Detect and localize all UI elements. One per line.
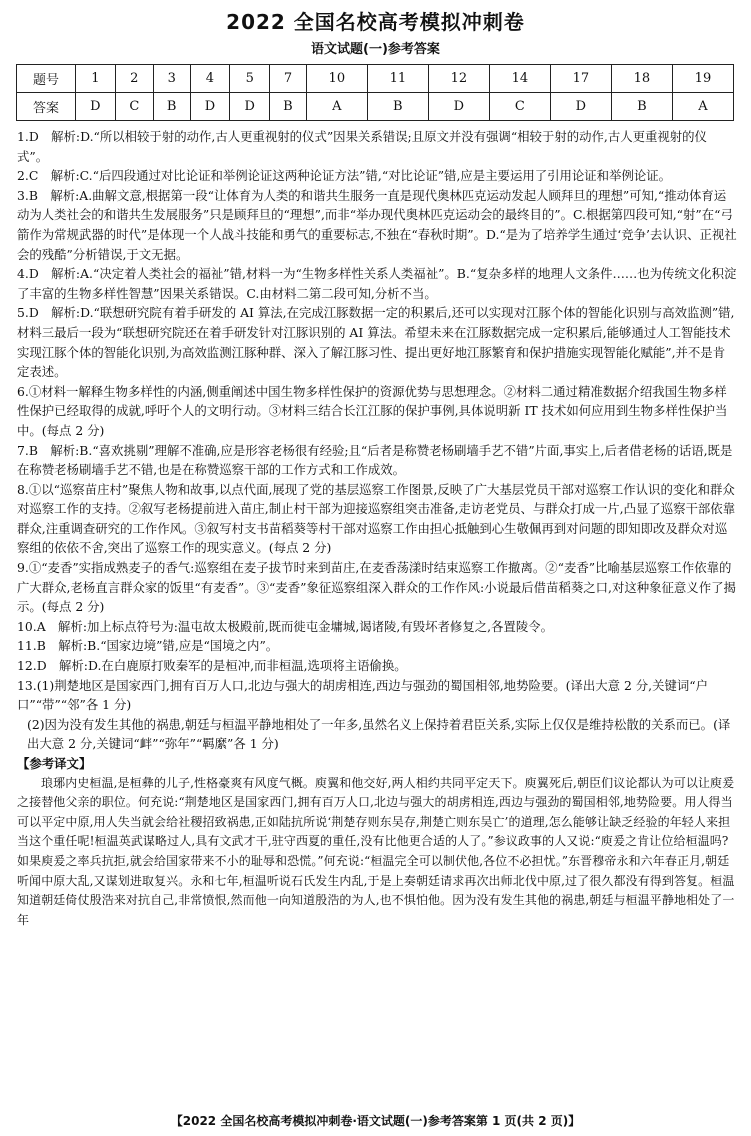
page-footer: 【2022 全国名校高考模拟冲刺卷·语文试题(一)参考答案第 1 页(共 2 页)】 bbox=[170, 1114, 581, 1128]
explanation-item: 10.A 解析:加上标点符号为:温屯故太极殿前,既而徙屯金墉城,谒诸陵,有毁坏者修复之,各置陵令。 bbox=[17, 618, 553, 634]
question-number: 14 bbox=[489, 65, 550, 93]
explanation-item: (2)因为没有发生其他的祸患,朝廷与桓温平静地相处了一年多,虽然名义上保持着君臣关系,实际上仅仅是维持松散的关系而已。(译出大意 2 分,关键词“衅”“弥年”“羁縻”各 1 分) bbox=[27, 716, 731, 752]
row-label: 答案 bbox=[17, 93, 76, 121]
question-number: 4 bbox=[190, 65, 230, 93]
answer-cell: D bbox=[230, 93, 270, 121]
question-number: 19 bbox=[672, 65, 733, 93]
answer-table bbox=[16, 64, 734, 121]
answer-cell: C bbox=[115, 93, 153, 121]
answer-cell: A bbox=[306, 93, 367, 121]
answer-cell: B bbox=[270, 93, 307, 121]
explanation-item: 5.D 解析:D.“联想研究院有着手研发的 AI 算法,在完成江豚数据一定的积累后,还可以实现对江豚个体的智能化识别与高效监测”错,材料三最后一段为“联想研究院还在着手研发针对江豚识别的 AI 算法。希望未来在江豚数据完成一定积累后,能够通过人工智能技术实现江豚个体的智能化识别,为高效监测江豚种群、深入了解江豚习性、提出更好地江豚繁育和保护措施实现智能化赋能”,并不是肯定表述。 bbox=[17, 305, 735, 380]
answer-cell: B bbox=[611, 93, 672, 121]
explanation-item: 11.B 解析:B.“国家边境”错,应是“国境之内”。 bbox=[17, 638, 279, 654]
question-number: 11 bbox=[367, 65, 428, 93]
answer-cell: D bbox=[190, 93, 230, 121]
explanation-item: 1.D 解析:D.“所以相较于射的动作,古人更重视射的仪式”因果关系错误;且原文并没有强调“相较于射的动作,古人更重视射的仪式”。 bbox=[17, 129, 707, 164]
question-number: 7 bbox=[270, 65, 307, 93]
question-number: 10 bbox=[306, 65, 367, 93]
explanation-item: 9.①“麦香”实指成熟麦子的香气:巡察组在麦子拔节时来到苗庄,在麦香荡漾时结束巡察工作撤离。②“麦香”比喻基层巡察工作依靠的广大群众,老杨直言群众家的饭里“有麦香”。③“麦香”象征巡察组深入群众的工作作风:小说最后借苗稻葵之口,对这种象征意义作了揭示。(每点 2 分) bbox=[17, 560, 736, 615]
question-number: 2 bbox=[115, 65, 153, 93]
translation-heading: 【参考译文】 bbox=[17, 756, 92, 771]
answer-cell: A bbox=[672, 93, 733, 121]
explanation-item: 3.B 解析:A.曲解文意,根据第一段“让体育为人类的和谐共生服务一直是现代奥林匹克运动发起人顾拜旦的理想”可知,“推动体育运动为人类社会的和谐共生发展服务”只是顾拜旦的“理想”,而非“举办现代奥林匹克运动会的最终目的”。C.根据第四段可知,“射”在“弓箭作为常规武器的时代”是体现一个人战斗技能和勇气的重要标志,不独在“春秋时期”。D.“是为了培养学生通过‘竞争’去认识、正视社会的残酷”分析错误,于文无据。 bbox=[17, 187, 737, 262]
question-number: 17 bbox=[550, 65, 611, 93]
answer-row bbox=[17, 93, 734, 121]
answer-cell: B bbox=[367, 93, 428, 121]
question-number: 3 bbox=[153, 65, 190, 93]
reference-translation: 琅琊内史桓温,是桓彝的儿子,性格豪爽有风度气概。庾翼和他交好,两人相约共同平定天下。庾翼死后,朝臣们议论都认为可以让庾爰之接替他父亲的职位。何充说:“荆楚地区是国家西门,拥有百万人口,北边与强大的胡虏相连,西边与强劲的蜀国相邻,地势险要。用人得当可以平定中原,用人失当就会给社稷招致祸患,正如陆抗所说‘荆楚存则东吴存,荆楚亡则东吴亡’的道理,怎么能够让缺乏经验的年轻人来担当这个重任呢!桓温英武谋略过人,具有文武才干,驻守西夏的重任,没有比他更合适的人了。”参议政事的人又说:“庾爰之肯让位给桓温吗?如果庾爰之率兵抗拒,就会给国家带来不小的耻辱和恐慌。”何充说:“桓温完全可以制伏他,各位不必担忧。”东晋穆帝永和六年春正月,朝廷听闻中原大乱,又谋划进取复兴。永和七年,桓温听说石氏发生内乱,于是上奏朝廷请求再次出师北伐中原,过了很久都没有得到答复。桓温知道朝廷倚仗殷浩来对抗自己,非常愤恨,然而他一向知道殷浩的为人,也不惧怕他。因为没有发生其他的祸患,朝廷与桓温平静地相处了一年 bbox=[17, 775, 735, 927]
explanation-item: 4.D 解析:A.“决定着人类社会的福祉”错,材料一为“生物多样性关系人类福祉”。B.“复杂多样的地理人文条件……也为传统文化积淀了丰富的生物多样性智慧”因果关系错误。C.由材料二第二段可知,分析不当。 bbox=[17, 266, 737, 301]
explanation-item: 7.B 解析:B.“喜欢挑剔”理解不准确,应是形容老杨很有经验;且“后者是称赞老杨刷墙手艺不错”片面,事实上,后者借老杨的话语,既是在称赞老杨刷墙手艺不错,也是在称赞巡察干部的工作方式和工作成效。 bbox=[17, 442, 733, 478]
question-number: 12 bbox=[428, 65, 489, 93]
question-number-row bbox=[17, 65, 734, 93]
answer-cell: B bbox=[153, 93, 190, 121]
row-label: 题号 bbox=[17, 65, 76, 93]
question-number: 1 bbox=[76, 65, 116, 93]
page-title: 2022 全国名校高考模拟冲刺卷 bbox=[226, 10, 525, 34]
answer-cell: D bbox=[428, 93, 489, 121]
explanation-item: 12.D 解析:D.在白鹿原打败秦军的是桓冲,而非桓温,选项将主语偷换。 bbox=[17, 658, 407, 674]
explanation-item: 8.①以“巡察苗庄村”聚焦人物和故事,以点代面,展现了党的基层巡察工作图景,反映了广大基层党员干部对巡察工作认识的变化和群众对巡察工作的支持。②叙写老杨提前进入苗庄,制止村干部为迎接巡察组突击准备,走访老党员、与群众打成一片,凸显了巡察干部依靠群众,注重调查研究的工作作风。③叙写村支书苗稻葵等村干部对巡察工作由担心抵触到心生敬佩再到对问题的即知即改及群众对巡察组的依依不舍,突出了巡察工作的现实意义。(每点 2 分) bbox=[17, 481, 736, 556]
explanation-item: 13.(1)荆楚地区是国家西门,拥有百万人口,北边与强大的胡虏相连,西边与强劲的蜀国相邻,地势险要。(译出大意 2 分,关键词“户口”“带”“邻”各 1 分) bbox=[17, 677, 709, 713]
question-number: 18 bbox=[611, 65, 672, 93]
answer-cell: D bbox=[550, 93, 611, 121]
answer-cell: C bbox=[489, 93, 550, 121]
question-number: 5 bbox=[230, 65, 270, 93]
explanation-item: 6.①材料一解释生物多样性的内涵,侧重阐述中国生物多样性保护的资源优势与思想理念。②材料二通过精准数据介绍我国生物多样性保护已经取得的成就,呼吁个人的文明行动。③材料三结合长江江豚的保护事例,具体说明新 IT 技术如何应用到生物多样性保护当中。(每点 2 分) bbox=[17, 383, 728, 438]
page-subtitle: 语文试题(一)参考答案 bbox=[311, 42, 440, 57]
answer-explanations bbox=[17, 127, 737, 930]
answer-cell: D bbox=[76, 93, 116, 121]
explanation-item: 2.C 解析:C.“后四段通过对比论证和举例论证这两种论证方法”错,“对比论证”错,应是主要运用了引用论证和举例论证。 bbox=[17, 168, 672, 184]
